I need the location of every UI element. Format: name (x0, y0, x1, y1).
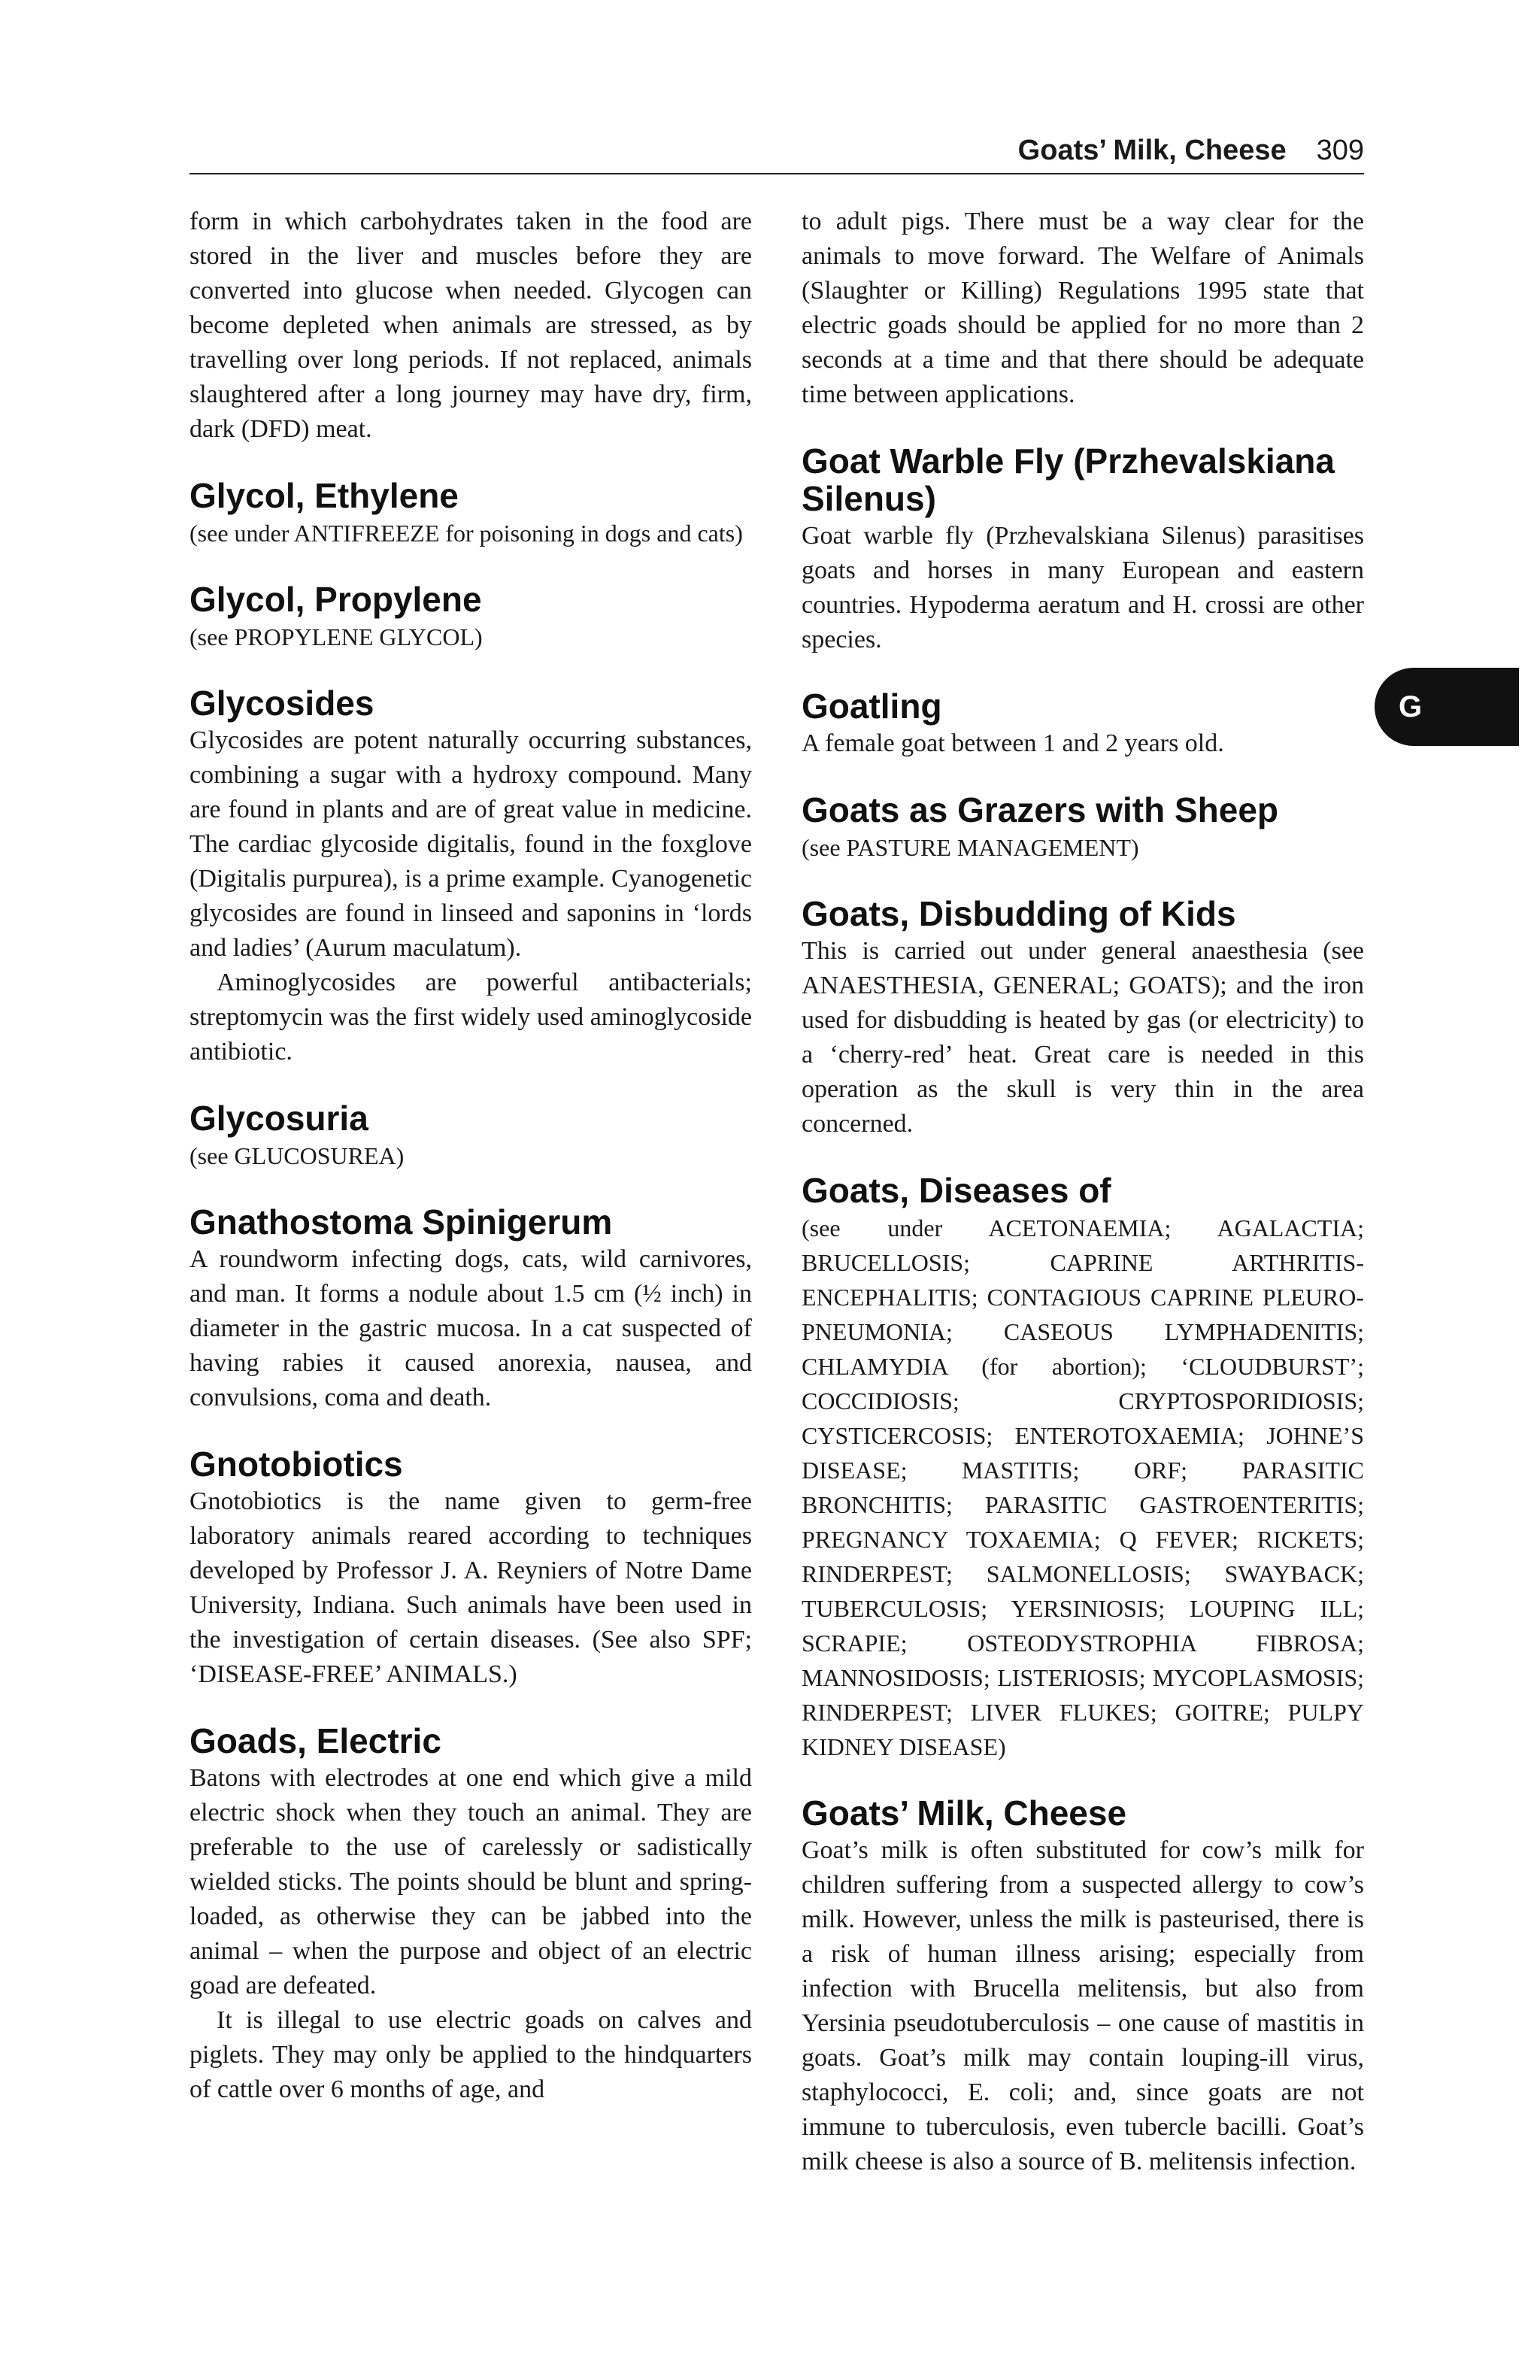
cross-reference: (see under ACETONAEMIA; AGALACTIA; BRUCELLOSIS; CAPRINE ARTHRITIS-ENCEPHALITIS; CONTAGIOUS CAPRINE PLEURO-PNEUMONIA; CASEOUS LYMPHADENITIS; CHLAMYDIA (for abortion); ‘CLOUDBURST’; COCCIDIOSIS; CRYPTOSPORIDIOSIS; CYSTICERCOSIS; ENTEROTOXAEMIA; JOHNE’S DISEASE; MASTITIS; ORF; PARASITIC BRONCHITIS; PARASITIC GASTROENTERITIS; PREGNANCY TOXAEMIA; Q FEVER; RICKETS; RINDERPEST; SALMONELLOSIS; SWAYBACK; TUBERCULOSIS; YERSINIOSIS; LOUPING ILL; SCRAPIE; OSTEODYSTROPHIA FIBROSA; MANNOSIDOSIS; LISTERIOSIS; MYCOPLASMOSIS; RINDERPEST; LIVER FLUKES; GOITRE; PULPY KIDNEY DISEASE) (802, 1214, 1364, 1760)
cross-reference: (see GLUCOSUREA) (189, 1142, 405, 1169)
entry-paragraph: This is carried out under general anaesthesia (see ANAESTHESIA, GENERAL; GOATS); and the iron used for disbudding is heated by gas (or electricity) to a ‘cherry-red’ heat. Great care is needed in this operation as the skull is very thin in the area concerned. (802, 937, 1364, 1138)
continuation-text (802, 205, 1364, 412)
entry-heading: Goats as Grazers with Sheep (802, 790, 1279, 829)
cross-reference: (see under ANTIFREEZE for poisoning in dogs and cats) (189, 520, 743, 547)
entry-gnathostoma-spinigerum (189, 1203, 752, 1415)
entry-glycosides (189, 684, 752, 1069)
entry-paragraph: Glycosides are potent naturally occurring substances, combining a sugar with a hydroxy compound. Many are found in plants and are of great value in medicine. The cardiac glycoside digitalis, found in the foxglove (Digitalis purpurea), is a prime example. Cyanogenetic glycosides are found in linseed and saponins in ‘lords and ladies’ (Aurum maculatum). (189, 726, 752, 962)
entry-heading: Glycosides (189, 684, 374, 723)
entry-glycosuria (189, 1099, 752, 1173)
entry-heading: Goat Warble Fly (Przhevalskiana Silenus) (802, 441, 1335, 518)
entry-glycol-ethylene (189, 477, 752, 550)
entry-paragraph: A roundworm infecting dogs, cats, wild carnivores, and man. It forms a nodule about 1.5 cm (½ inch) in diameter in the gastric mucosa. In a cat suspected of having rabies it caused anorexia, nausea, and convulsions, coma and death. (189, 1245, 752, 1411)
cross-reference: (see PASTURE MANAGEMENT) (802, 834, 1139, 861)
running-title: Goats’ Milk, Cheese (1017, 135, 1287, 166)
left-column (189, 205, 752, 2137)
entry-heading: Glycosuria (189, 1099, 368, 1138)
entry-heading: Goads, Electric (189, 1721, 441, 1760)
entry-glycol-propylene (189, 581, 752, 654)
continuation-paragraph: to adult pigs. There must be a way clear for the animals to move forward. The Welfare of Animals (Slaughter or Killing) Regulations 1995 state that electric goads should be applied for no more than 2 seconds at a time and that there should be adequate time between applications. (802, 208, 1364, 408)
entry-goatling (802, 687, 1364, 761)
entry-heading: Goats, Disbudding of Kids (802, 894, 1236, 933)
entry-gnotobiotics (189, 1445, 752, 1692)
page-number: 309 (1316, 135, 1364, 166)
entry-paragraph: Aminoglycosides are powerful antibacterials; streptomycin was the first widely used aminoglycoside antibiotic. (189, 969, 752, 1066)
cross-reference: (see PROPYLENE GLYCOL) (189, 623, 483, 650)
entry-goats-milk-cheese (802, 1794, 1364, 2179)
entry-paragraph: Batons with electrodes at one end which give a mild electric shock when they touch an animal. They are preferable to the use of carelessly or sadistically wielded sticks. The points should be blunt and spring-loaded, as otherwise they can be jabbed into the animal – when the purpose and object of an electric goad are defeated. (189, 1764, 752, 2000)
entry-goats-disbudding (802, 895, 1364, 1141)
entry-paragraph: It is illegal to use electric goads on calves and piglets. They may only be applied to the hindquarters of cattle over 6 months of age, and (189, 2006, 752, 2103)
entry-heading: Goats, Diseases of (802, 1171, 1111, 1210)
continuation-text (189, 205, 752, 447)
entry-goads-electric (189, 1722, 752, 2107)
entry-paragraph: Goat’s milk is often substituted for cow’s milk for children suffering from a suspected allergy to cow’s milk. However, unless the milk is pasteurised, there is a risk of human illness arising; especially from infection with Brucella melitensis, but also from Yersinia pseudotuberculosis – one cause of mastitis in goats. Goat’s milk may contain louping-ill virus, staphylococci, E. coli; and, since goats are not immune to tuberculosis, even tubercle bacilli. Goat’s milk cheese is also a source of B. melitensis infection. (802, 1836, 1364, 2175)
entry-heading: Glycol, Ethylene (189, 476, 459, 515)
entry-goats-as-grazers (802, 791, 1364, 865)
entry-paragraph: Goat warble fly (Przhevalskiana Silenus) parasitises goats and horses in many European and eastern countries. Hypoderma aeratum and H. crossi are other species. (802, 522, 1364, 653)
entry-paragraph: Gnotobiotics is the name given to germ-free laboratory animals reared according to techniques developed by Professor J. A. Reyniers of Notre Dame University, Indiana. Such animals have been used in the investigation of certain diseases. (See also SPF; ‘DISEASE-FREE’ ANIMALS.) (189, 1487, 752, 1688)
running-head (189, 126, 1364, 174)
entry-heading: Gnotobiotics (189, 1445, 403, 1484)
entry-goats-diseases (802, 1172, 1364, 1764)
entry-heading: Goatling (802, 687, 942, 726)
entry-heading: Gnathostoma Spinigerum (189, 1202, 613, 1242)
entry-paragraph: A female goat between 1 and 2 years old. (802, 729, 1224, 757)
entry-heading: Glycol, Propylene (189, 580, 482, 619)
right-column (802, 205, 1364, 2209)
entry-heading: Goats’ Milk, Cheese (802, 1793, 1127, 1833)
entry-goat-warble-fly (802, 442, 1364, 657)
thumb-index-tab: G (1375, 668, 1519, 746)
continuation-paragraph: form in which carbohydrates taken in the food are stored in the liver and muscles before they are converted into glucose when needed. Glycogen can become depleted when animals are stressed, as by travelling over long periods. If not replaced, animals slaughtered after a long journey may have dry, firm, dark (DFD) meat. (189, 208, 752, 443)
